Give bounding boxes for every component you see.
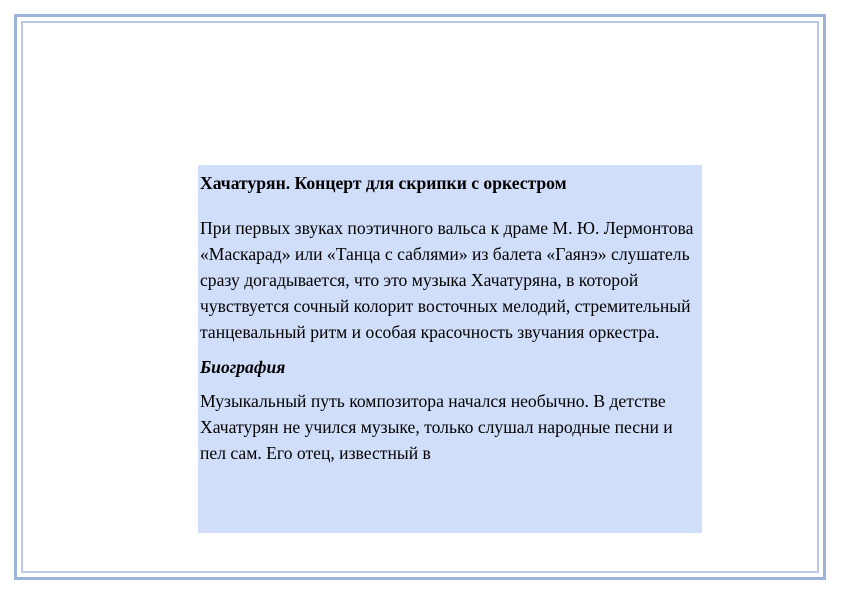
section-heading-biography: Биография (200, 357, 286, 377)
biography-paragraph: Музыкальный путь композитора начался необычно. В детстве Хачатурян не учился музыке, только слушал народные песни и пел сам. Его отец, известный в (200, 391, 673, 463)
text-block (198, 165, 702, 533)
intro-paragraph: При первых звуках поэтичного вальса к драме М. Ю. Лермонтова «Маскарад» или «Танца с саблями» из балета «Гаянэ» слушатель сразу догадывается, что это музыка Хачатуряна, в которой чувствуется сочный колорит восточных мелодий, стремительный танцевальный ритм и особая красочность звучания оркестра. (200, 218, 694, 342)
document-title: Хачатурян. Концерт для скрипки с оркестром (200, 173, 567, 193)
